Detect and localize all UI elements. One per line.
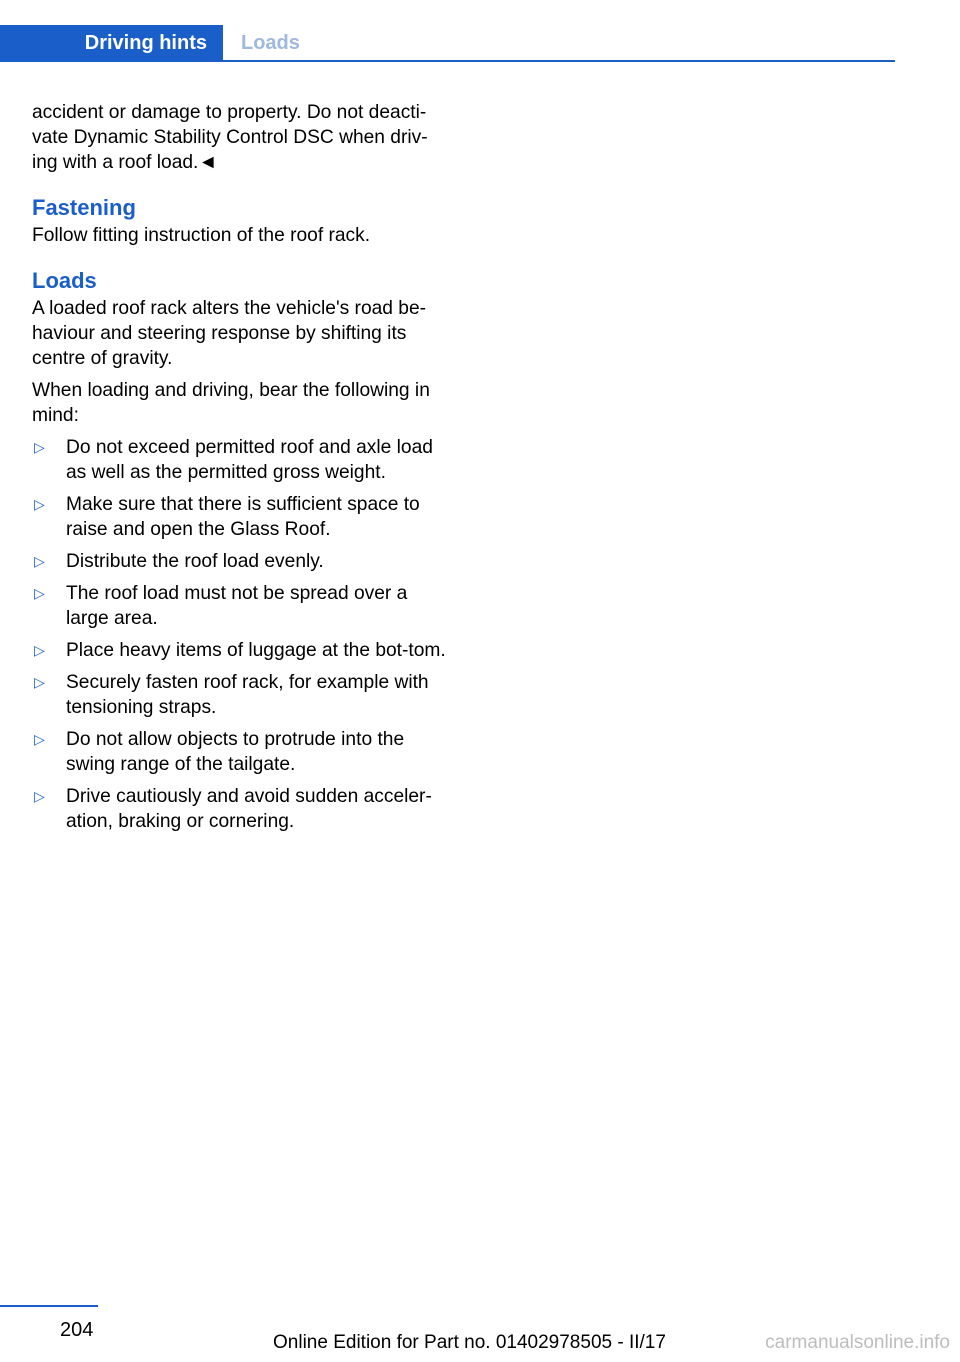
triangle-bullet-icon: ▷ bbox=[34, 788, 45, 804]
loading-tips-list bbox=[32, 435, 450, 834]
list-item bbox=[32, 581, 450, 631]
triangle-bullet-icon: ▷ bbox=[34, 496, 45, 512]
list-item bbox=[32, 784, 450, 834]
triangle-bullet-icon: ▷ bbox=[34, 553, 45, 569]
footer-divider bbox=[0, 1305, 98, 1307]
list-item-text: Place heavy items of luggage at the bot-tom. bbox=[66, 640, 446, 661]
fastening-heading: Fastening bbox=[32, 195, 136, 220]
loads-heading: Loads bbox=[32, 268, 97, 293]
list-item bbox=[32, 727, 450, 777]
loads-paragraph: When loading and driving, bear the following in mind: bbox=[32, 380, 430, 426]
end-marker-icon: ◄ bbox=[198, 152, 218, 173]
intro-text: accident or damage to property. Do not deacti-vate Dynamic Stability Control DSC when driv-ing with a roof load. bbox=[32, 102, 428, 173]
page-number: 204 bbox=[60, 1319, 94, 1341]
list-item-text: Do not exceed permitted roof and axle load as well as the permitted gross weight. bbox=[66, 437, 433, 483]
fastening-section bbox=[32, 193, 450, 248]
list-item-text: Make sure that there is sufficient space to raise and open the Glass Roof. bbox=[66, 494, 420, 540]
list-item-text: Securely fasten roof rack, for example with tensioning straps. bbox=[66, 672, 429, 718]
chapter-tab: Driving hints bbox=[0, 25, 223, 62]
edition-info: Online Edition for Part no. 01402978505 - II/17 bbox=[273, 1332, 666, 1353]
list-item bbox=[32, 549, 450, 574]
list-item bbox=[32, 492, 450, 542]
list-item bbox=[32, 638, 450, 663]
page-header bbox=[0, 25, 895, 61]
watermark: carmanualsonline.info bbox=[765, 1332, 950, 1353]
loads-section bbox=[32, 266, 450, 834]
triangle-bullet-icon: ▷ bbox=[34, 674, 45, 690]
header-divider bbox=[0, 60, 895, 62]
triangle-bullet-icon: ▷ bbox=[34, 642, 45, 658]
list-item-text: Drive cautiously and avoid sudden acceler-ation, braking or cornering. bbox=[66, 786, 432, 832]
section-tab: Loads bbox=[241, 32, 300, 54]
list-item-text: The roof load must not be spread over a large area. bbox=[66, 583, 408, 629]
list-item-text: Distribute the roof load evenly. bbox=[66, 551, 324, 572]
loads-paragraph: A loaded roof rack alters the vehicle's road be-haviour and steering response by shifting its centre of gravity. bbox=[32, 298, 427, 369]
list-item bbox=[32, 670, 450, 720]
fastening-paragraph: Follow fitting instruction of the roof rack. bbox=[32, 225, 371, 246]
triangle-bullet-icon: ▷ bbox=[34, 585, 45, 601]
list-item bbox=[32, 435, 450, 485]
list-item-text: Do not allow objects to protrude into the swing range of the tailgate. bbox=[66, 729, 405, 775]
triangle-bullet-icon: ▷ bbox=[34, 439, 45, 455]
triangle-bullet-icon: ▷ bbox=[34, 731, 45, 747]
intro-paragraph bbox=[32, 100, 450, 175]
main-content bbox=[32, 100, 450, 841]
